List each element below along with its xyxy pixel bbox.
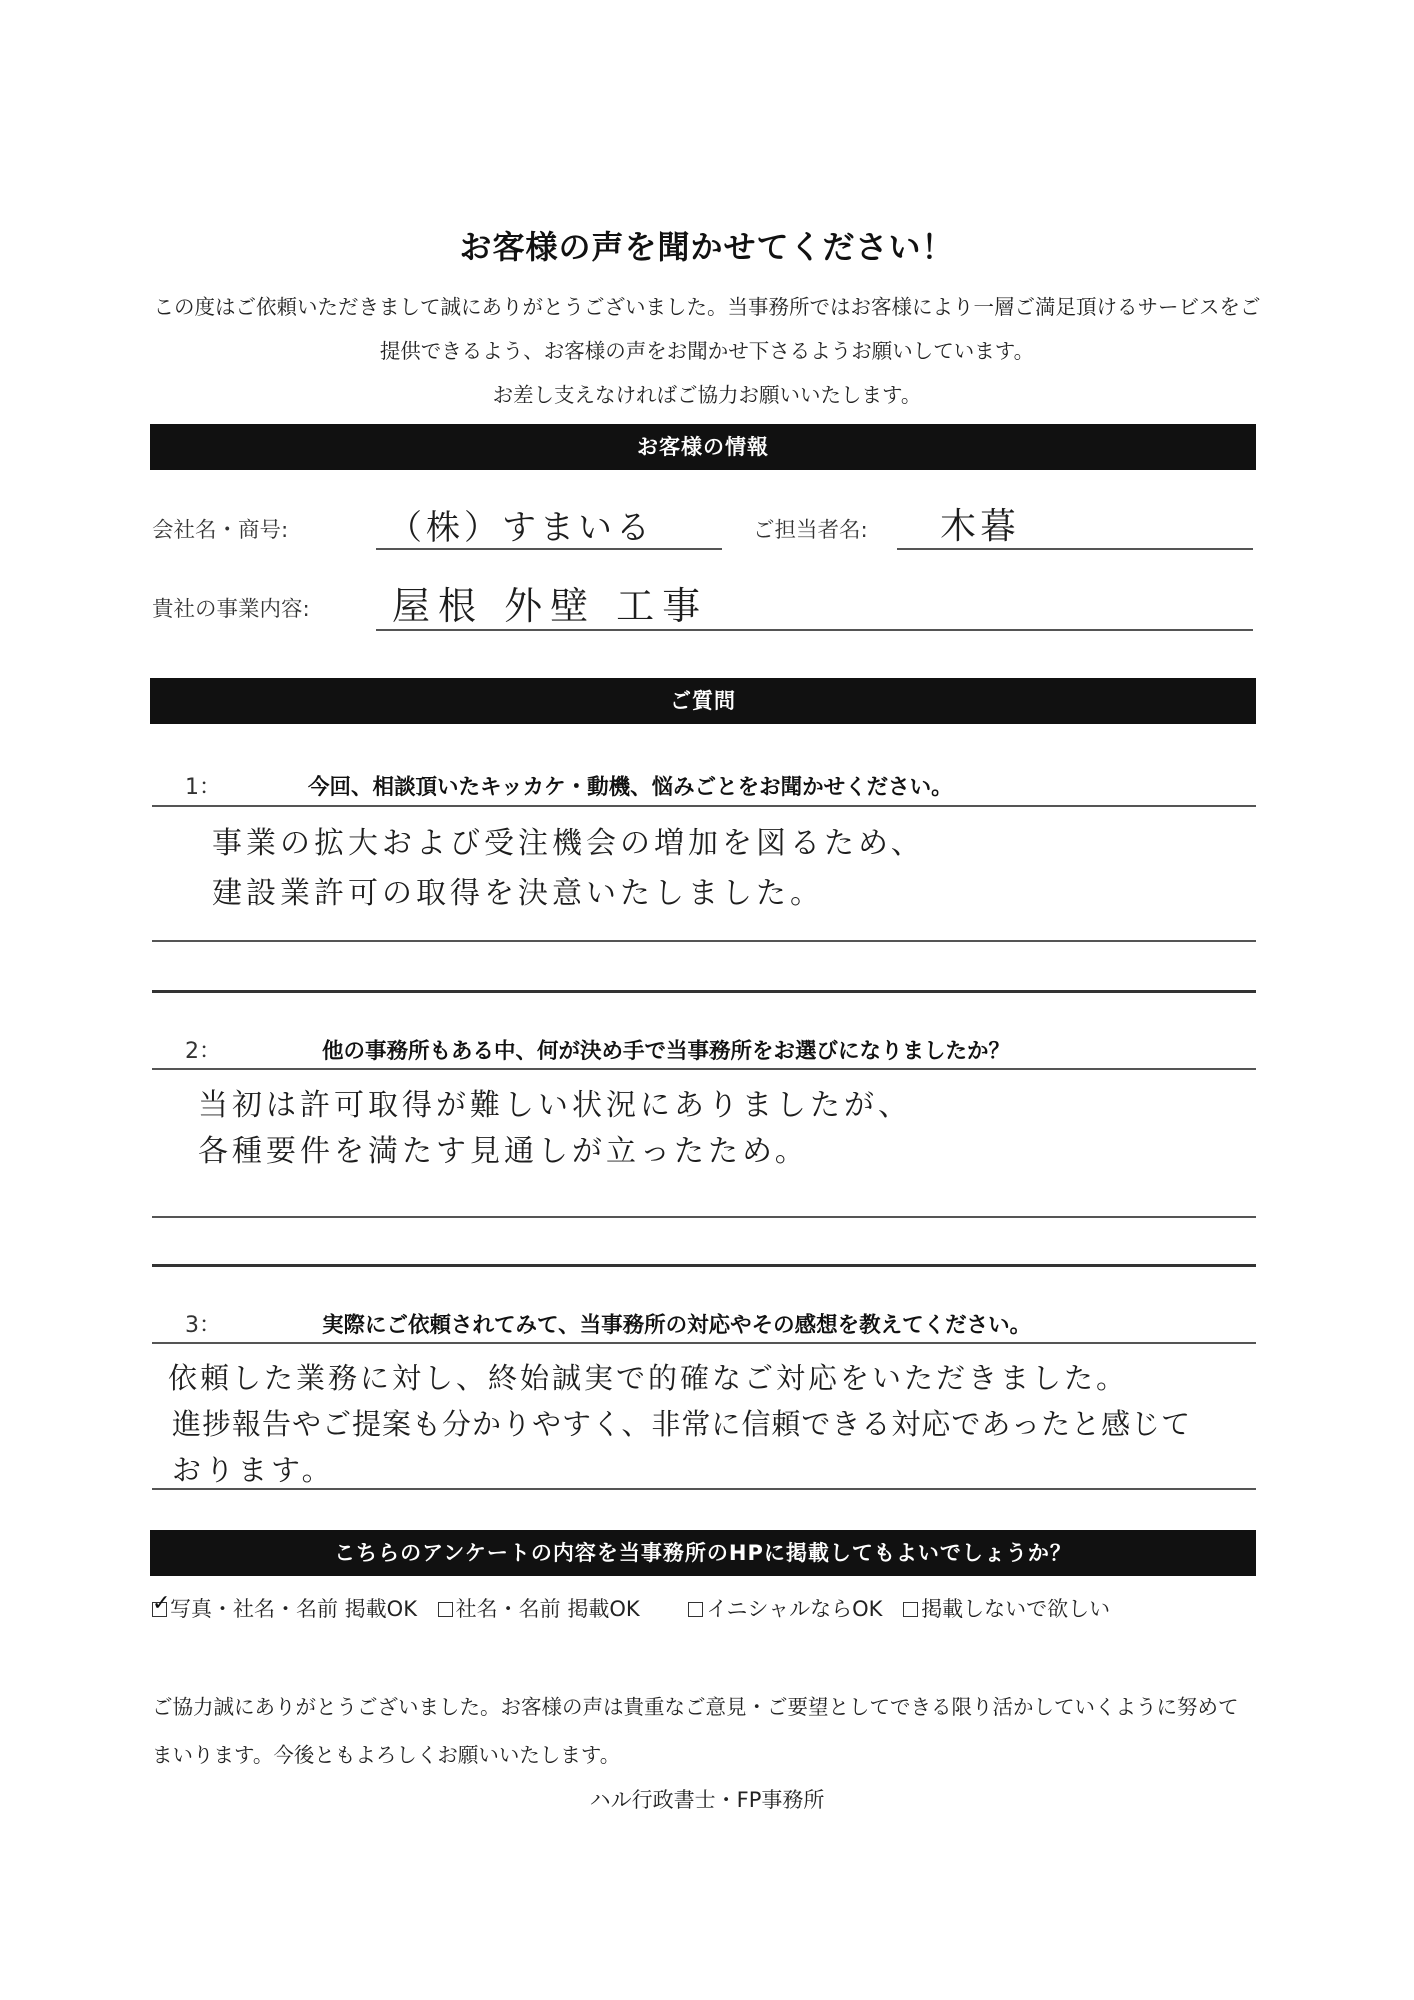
question-2-text: 他の事務所もある中、何が決め手で当事務所をお選びになりましたか？ [322,1039,1011,1064]
publish-option-2[interactable] [438,1593,640,1623]
publish-option-1[interactable] [152,1593,417,1623]
intro-line-3: お差し支えなければご協力お願いいたします。 [492,383,922,407]
company-value[interactable]: （株）すまいる [388,508,654,548]
question-2-rule [152,1068,1256,1070]
company-label: 会社名・商号: [152,518,289,543]
answer-3-line-3[interactable]: おります。 [172,1453,335,1487]
answer-1-rule-2 [152,990,1256,993]
contact-value[interactable]: 木暮 [940,506,1021,547]
answer-2-line-1[interactable]: 当初は許可取得が難しい状況にありましたが、 [198,1088,912,1123]
closing-line-2: まいります。今後ともよろしくお願いいたします。 [152,1743,621,1767]
checkbox-checked[interactable] [152,1591,171,1617]
answer-3-rule [152,1488,1256,1490]
office-name: ハル行政書士・FP事務所 [589,1788,825,1812]
publish-header: こちらのアンケートの内容を当事務所のHPに掲載してもよいでしょうか？ [150,1530,1256,1576]
contact-underline [897,548,1253,550]
publish-option-2-label: 社名・名前 掲載OK [455,1597,640,1621]
contact-label: ご担当者名: [753,518,868,543]
question-3-text: 実際にご依頼されてみて、当事務所の対応やその感想を教えてください。 [322,1313,1032,1338]
business-underline [376,629,1253,631]
answer-3-line-1[interactable]: 依頼した業務に対し、終始誠実で的確なご対応をいただきました。 [168,1361,1129,1395]
intro-line-1: この度はご依頼いただきまして誠にありがとうございました。当事務所ではお客様により一層ご満足頂けるサービスをご [153,295,1261,319]
answer-2-line-2[interactable]: 各種要件を満たす見通しが立ったため。 [198,1134,809,1169]
checkmark-icon: ✓ [152,1591,171,1616]
checkbox[interactable] [903,1602,918,1617]
answer-1-rule-1 [152,940,1256,942]
checkbox[interactable] [438,1602,453,1617]
question-1-text: 今回、相談頂いたキッカケ・動機、悩みごとをお聞かせください。 [308,775,953,800]
publish-option-4[interactable] [903,1593,1110,1623]
publish-option-3[interactable] [688,1593,882,1623]
question-1-number: 1： [185,775,221,800]
answer-1-line-2[interactable]: 建設業許可の取得を決意いたしました。 [212,876,824,911]
answer-1-line-1[interactable]: 事業の拡大および受注機会の増加を図るため、 [212,826,925,861]
question-2-number: 2： [185,1039,221,1064]
question-1-rule [152,805,1256,807]
business-label: 貴社の事業内容: [152,597,310,622]
publish-option-3-label: イニシャルならOK [706,1597,883,1621]
business-value[interactable]: 屋根 外壁 工事 [392,584,709,628]
answer-3-line-2[interactable]: 進捗報告やご提案も分かりやすく、非常に信頼できる対応であったと感じて [172,1407,1192,1441]
checkbox[interactable] [688,1602,703,1617]
customer-info-header: お客様の情報 [150,424,1256,470]
page-title: お客様の声を聞かせてください！ [459,228,955,266]
questions-header: ご質問 [150,678,1256,724]
publish-option-1-label: 写真・社名・名前 掲載OK [170,1597,417,1621]
answer-2-rule-2 [152,1264,1256,1267]
closing-line-1: ご協力誠にありがとうございました。お客様の声は貴重なご意見・ご要望としてできる限り活かしていくように努めて [152,1695,1239,1719]
question-3-number: 3： [185,1313,221,1338]
publish-option-4-label: 掲載しないで欲しい [921,1597,1111,1621]
answer-2-rule-1 [152,1216,1256,1218]
publish-options [152,1593,1110,1623]
intro-line-2: 提供できるよう、お客様の声をお聞かせ下さるようお願いしています。 [379,339,1035,363]
company-underline [376,548,722,550]
question-3-rule [152,1342,1256,1344]
